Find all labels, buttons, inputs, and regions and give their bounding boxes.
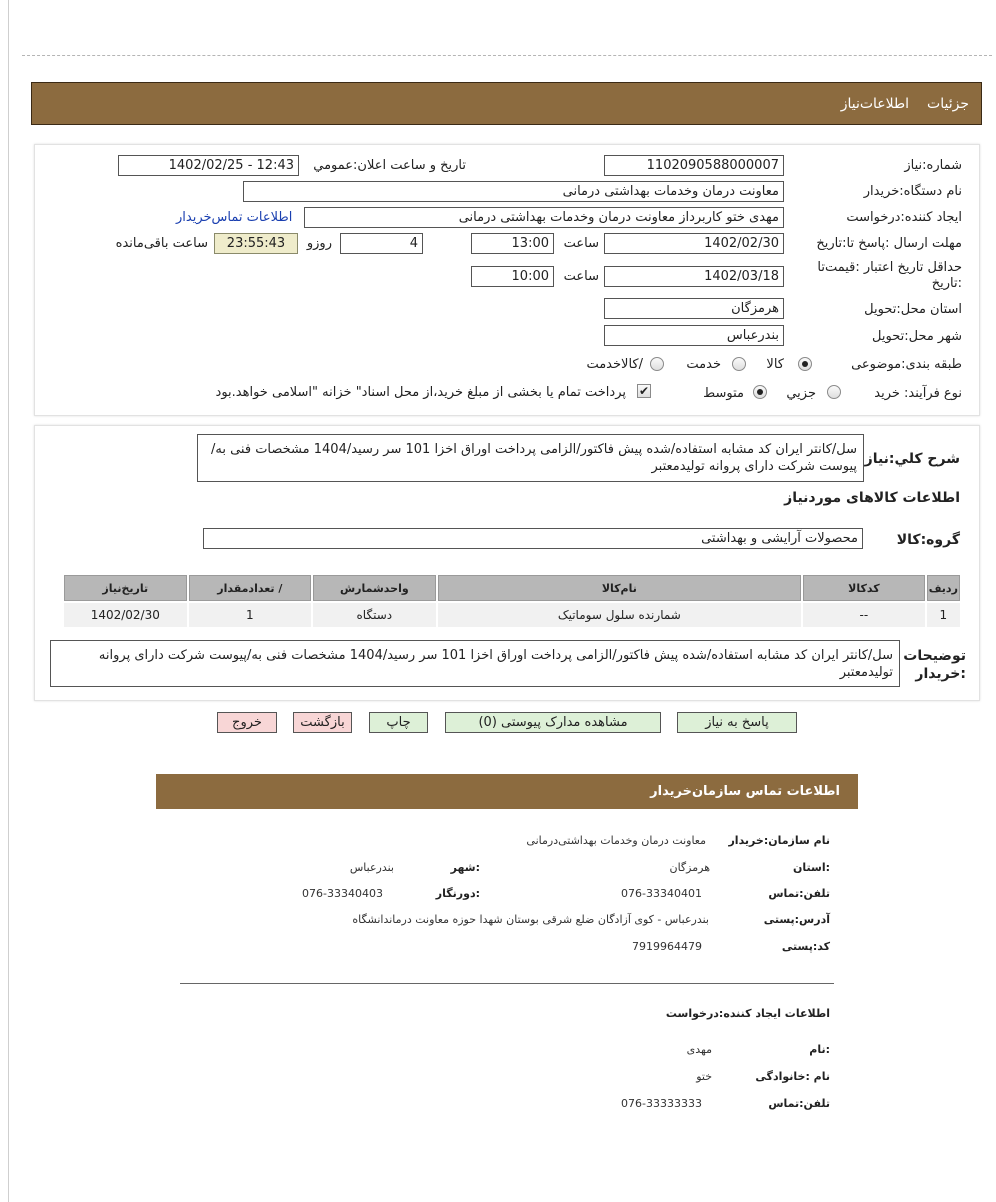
title-bar bbox=[31, 82, 982, 125]
contact-city-value: بندرعباس bbox=[349, 861, 394, 874]
remaining-label: ساعت باقی‌مانده bbox=[115, 236, 208, 251]
description-label: شرح كلي:نياز bbox=[864, 451, 960, 467]
attachments-button[interactable]: مشاهده مدارک پيوستی (0) bbox=[445, 712, 661, 733]
contact-org-label: نام سازمان:خريدار bbox=[728, 834, 830, 847]
process-minor-radio[interactable] bbox=[827, 385, 841, 399]
contact-org-value: معاونت درمان وخدمات بهداشتی‌درمانی bbox=[526, 834, 706, 847]
tab-details[interactable]: جزئیات bbox=[927, 95, 969, 112]
need-number-field: 1102090588000007 bbox=[604, 155, 784, 176]
category-goods-label: كالا bbox=[766, 357, 784, 372]
col-qty: / تعدادمقدار bbox=[189, 575, 312, 601]
contact-city-label: :شهر bbox=[450, 861, 480, 874]
cell-code: -- bbox=[803, 603, 925, 627]
category-goods-service-label: /كالاخدمت bbox=[586, 357, 643, 372]
top-divider bbox=[22, 55, 992, 56]
goods-info-title: اطلاعات كالاهای موردنياز bbox=[784, 490, 960, 506]
cell-date: 1402/02/30 bbox=[64, 603, 187, 627]
contact-address-label: آدرس:پستی bbox=[763, 913, 830, 926]
table-row bbox=[64, 603, 960, 627]
reply-button[interactable]: پاسخ به نياز bbox=[677, 712, 797, 733]
print-button[interactable]: چاپ bbox=[369, 712, 428, 733]
province-field: هرمزگان bbox=[604, 298, 784, 319]
announce-field: 1402/02/25 - 12:43 bbox=[118, 155, 299, 176]
creator-info-title: اطلاعات ايجاد كننده:درخواست bbox=[665, 1007, 830, 1020]
contact-divider bbox=[180, 983, 834, 984]
buyer-notes-box: سل/کانتر ایران کد مشابه استفاده/شده پیش فاکتور/الزامی پرداخت اوراق اخزا 101 سر رسید/1404 مشخصات فنی به/پیوست شرکت دارای پروانه تولیدمعتبر bbox=[50, 640, 900, 687]
col-name: نام‌كالا bbox=[438, 575, 802, 601]
contact-postal-value: 7919964479 bbox=[632, 940, 702, 953]
creator-phone-value: 076-33333333 bbox=[621, 1097, 702, 1110]
category-goods-radio[interactable] bbox=[798, 357, 812, 371]
tab-need-info[interactable]: اطلاعات‌نیاز bbox=[840, 95, 910, 112]
buyer-org-label: نام دستگاه:خريدار bbox=[863, 184, 962, 199]
announce-label: تاریخ و ساعت اعلان:عمومي bbox=[313, 158, 466, 173]
col-unit: واحدشمارش bbox=[313, 575, 436, 601]
items-table bbox=[62, 573, 962, 629]
payment-note: پرداخت تمام يا بخشی از مبلغ خريد،از محل اسناد" خزانه "اسلامی خواهد.بود bbox=[215, 385, 626, 400]
buyer-org-field: معاونت درمان وخدمات بهداشتی درمانی bbox=[243, 181, 784, 202]
contact-postal-label: كد:پستی bbox=[781, 940, 830, 953]
category-label: طبقه بندی:موضوعی bbox=[851, 357, 962, 372]
creator-name-value: مهدی bbox=[686, 1043, 712, 1056]
contact-province-value: هرمزگان bbox=[669, 861, 710, 874]
category-service-radio[interactable] bbox=[732, 357, 746, 371]
cell-qty: 1 bbox=[189, 603, 312, 627]
buyer-contact-link[interactable]: اطلاعات تماس‌خريدار bbox=[176, 210, 293, 225]
days-label: روزو bbox=[306, 236, 332, 251]
contact-phone-label: تلفن:تماس bbox=[768, 887, 830, 900]
remaining-time-field: 23:55:43 bbox=[214, 233, 298, 254]
cell-unit: دستگاه bbox=[313, 603, 436, 627]
province-label: استان محل:تحويل bbox=[864, 302, 962, 317]
process-minor-label: جزيي bbox=[786, 386, 816, 401]
creator-family-value: ختو bbox=[696, 1070, 712, 1083]
deadline-label: مهلت ارسال :پاسخ تا:تاريخ bbox=[816, 236, 962, 251]
validity-time-label: ساعت bbox=[563, 269, 599, 284]
city-field: بندرعباس bbox=[604, 325, 784, 346]
col-date: تاريخ‌نياز bbox=[64, 575, 187, 601]
back-button[interactable]: بازگشت bbox=[293, 712, 352, 733]
creator-name-label: :نام bbox=[809, 1043, 830, 1056]
contact-phone-value: 076-33340401 bbox=[621, 887, 702, 900]
exit-button[interactable]: خروج bbox=[217, 712, 277, 733]
process-medium-radio[interactable] bbox=[753, 385, 767, 399]
payment-checkbox[interactable]: ✔ bbox=[638, 384, 650, 398]
category-service-label: خدمت bbox=[686, 357, 721, 372]
col-code: كدكالا bbox=[803, 575, 925, 601]
creator-phone-label: تلفن:تماس bbox=[768, 1097, 830, 1110]
validity-label: حداقل تاريخ اعتبار :قيمت‌تا :تاريخ bbox=[817, 260, 962, 291]
validity-date-field: 1402/03/18 bbox=[604, 266, 784, 287]
buyer-notes-label: توضيحات :خريدار bbox=[903, 648, 966, 682]
deadline-time-field: 13:00 bbox=[471, 233, 554, 254]
validity-time-field: 10:00 bbox=[471, 266, 554, 287]
creator-field: مهدی ختو کاربرداز معاونت درمان وخدمات بهداشتی درمانی bbox=[304, 207, 784, 228]
need-number-label: شماره:نیاز bbox=[904, 158, 962, 173]
cell-row: 1 bbox=[927, 603, 960, 627]
city-label: شهر محل:تحويل bbox=[872, 329, 962, 344]
category-goods-service-radio[interactable] bbox=[650, 357, 664, 371]
deadline-date-field: 1402/02/30 bbox=[604, 233, 784, 254]
process-label: نوع فرآيند: خريد bbox=[874, 386, 962, 401]
group-label: گروه:كالا bbox=[896, 532, 960, 548]
creator-family-label: نام :خانوادگی bbox=[755, 1070, 830, 1083]
col-row: رديف bbox=[927, 575, 960, 601]
contact-fax-label: :دورنگار bbox=[435, 887, 480, 900]
creator-label: ايجاد كننده:درخواست bbox=[846, 210, 962, 225]
cell-name: شمارنده سلول سوماتیک bbox=[438, 603, 802, 627]
contact-province-label: :استان bbox=[793, 861, 830, 874]
contact-address-value: بندرعباس - کوی آزادگان ضلع شرقی بوستان شهدا حوزه معاونت درماندانشگاه bbox=[352, 913, 709, 926]
group-field: محصولات آرایشی و بهداشتی bbox=[203, 528, 863, 549]
contact-fax-value: 076-33340403 bbox=[302, 887, 383, 900]
days-field: 4 bbox=[340, 233, 423, 254]
process-medium-label: متوسط bbox=[703, 386, 744, 401]
contact-title-bar: اطلاعات تماس سازمان‌خريدار bbox=[156, 774, 858, 809]
deadline-time-label: ساعت bbox=[563, 236, 599, 251]
left-rule bbox=[8, 0, 9, 1202]
description-box: سل/کانتر ایران کد مشابه استفاده/شده پیش فاکتور/الزامی پرداخت اوراق اخزا 101 سر رسید/1404 مشخصات فنی به/پیوست شرکت دارای پروانه تولیدمعتبر bbox=[197, 434, 864, 482]
